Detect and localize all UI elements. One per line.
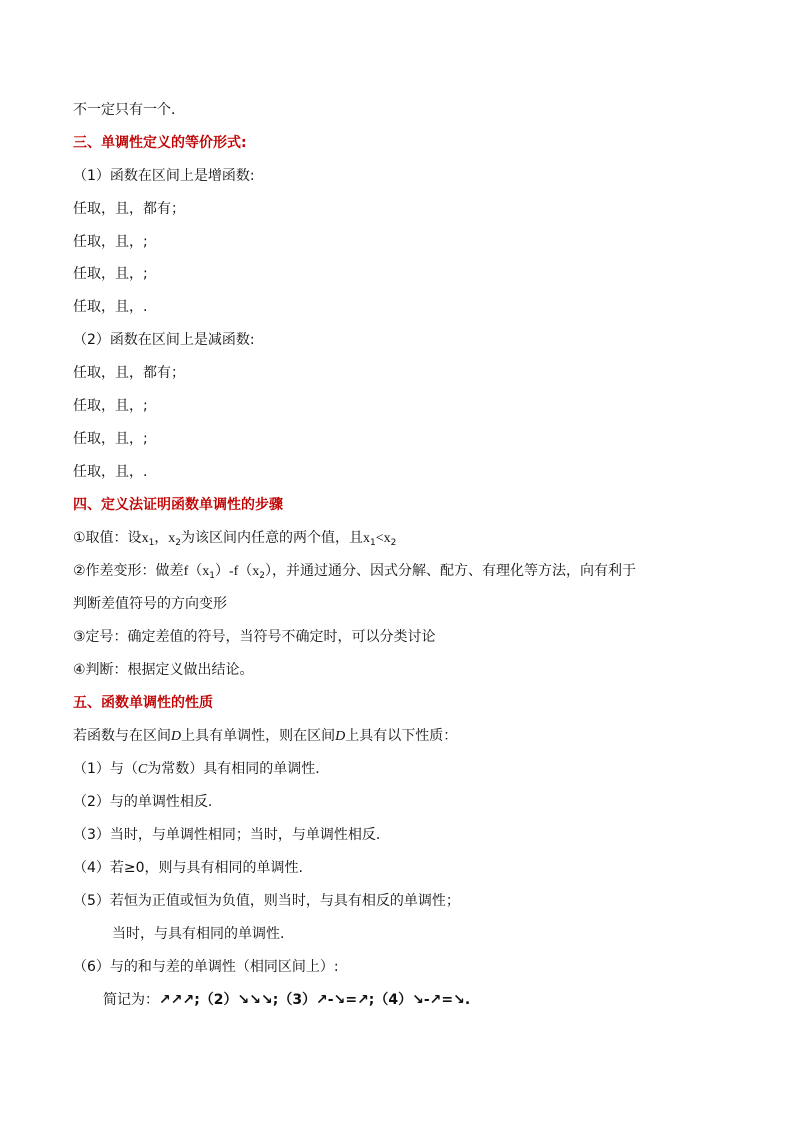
- sub-2: 2: [175, 538, 182, 548]
- intro-a: 若函数与在区间: [73, 728, 171, 744]
- intro-c: 上具有以下性质：: [345, 728, 458, 744]
- decreasing-item-4: 任取，且，.: [73, 464, 148, 480]
- var-x2-b: x: [383, 531, 391, 546]
- increasing-item-4: 任取，且，.: [73, 299, 148, 315]
- decreasing-item-3: 任取，且，;: [73, 431, 148, 447]
- paren-close-1: ）: [214, 563, 229, 579]
- prop-1-a: （1）与（: [73, 761, 138, 777]
- comma: ，: [154, 530, 169, 546]
- f-x2: -f（x: [228, 564, 260, 579]
- var-C: C: [137, 762, 148, 777]
- step-1-text: 为该区间内任意的两个值，且: [181, 530, 364, 546]
- property-2: （2）与的单调性相反.: [73, 794, 213, 810]
- property-1: [73, 759, 320, 780]
- sub-2-c: 2: [259, 571, 266, 581]
- property-6: （6）与的和与差的单调性（相同区间上）:: [73, 959, 339, 975]
- step-2-text: ），并通过通分、因式分解、配方、有理化等方法，向有利于: [265, 563, 637, 579]
- step-3: ③定号：确定差值的符号，当符号不确定时，可以分类讨论: [73, 629, 436, 645]
- sub-1-b: 1: [370, 538, 376, 548]
- var-D-2: D: [335, 729, 346, 744]
- prop-1-b: 为常数）具有相同的单调性.: [147, 761, 320, 777]
- property-6-summary: [103, 990, 470, 1010]
- var-x2: x: [168, 531, 176, 546]
- property-3: （3）当时，与单调性相同；当时，与单调性相反.: [73, 827, 381, 843]
- property-5: （5）若恒为正值或恒为负值，则当时，与具有相反的单调性；: [73, 893, 460, 909]
- decreasing-item-2: 任取，且，;: [73, 398, 148, 414]
- section-heading-4: 四、定义法证明函数单调性的步骤: [73, 497, 283, 513]
- property-5-continued: 当时，与具有相同的单调性.: [112, 926, 285, 942]
- summary-label: 简记为：: [103, 992, 159, 1008]
- property-4: （4）若≥0，则与具有相同的单调性.: [73, 860, 303, 876]
- decreasing-title: （2）函数在区间上是减函数:: [73, 332, 255, 348]
- var-x1: x: [141, 531, 149, 546]
- var-x1-b: x: [363, 531, 371, 546]
- step-2-label: ②作差变形：做差: [73, 563, 184, 579]
- var-D: D: [171, 729, 182, 744]
- increasing-item-3: 任取，且，;: [73, 266, 148, 282]
- step-2-continued: 判断差值符号的方向变形: [73, 596, 227, 612]
- f-x1: f（x: [183, 564, 210, 579]
- section-heading-3: 三、单调性定义的等价形式:: [73, 135, 247, 151]
- less-than: <: [375, 531, 384, 546]
- increasing-item-2: 任取，且，;: [73, 234, 148, 250]
- step-2: [73, 561, 636, 586]
- property-intro: [73, 726, 457, 747]
- section-heading-5: 五、函数单调性的性质: [73, 695, 213, 711]
- sub-1-c: 1: [209, 571, 215, 581]
- step-1: [73, 528, 396, 553]
- increasing-item-1: 任取，且，都有；: [73, 201, 185, 217]
- increasing-title: （1）函数在区间上是增函数:: [73, 168, 255, 184]
- summary-arrows: ↗↗↗;（2）↘↘↘;（3）↗-↘=↗;（4）↘-↗=↘.: [159, 992, 471, 1008]
- sub-2-b: 2: [390, 538, 397, 548]
- step-4: ④判断：根据定义做出结论。: [73, 662, 254, 678]
- decreasing-item-1: 任取，且，都有；: [73, 365, 185, 381]
- sub-1: 1: [148, 538, 155, 548]
- text-line-1: 不一定只有一个．: [73, 102, 185, 118]
- step-1-label: ①取值：设: [73, 530, 142, 546]
- intro-b: 上具有单调性，则在区间: [181, 728, 336, 744]
